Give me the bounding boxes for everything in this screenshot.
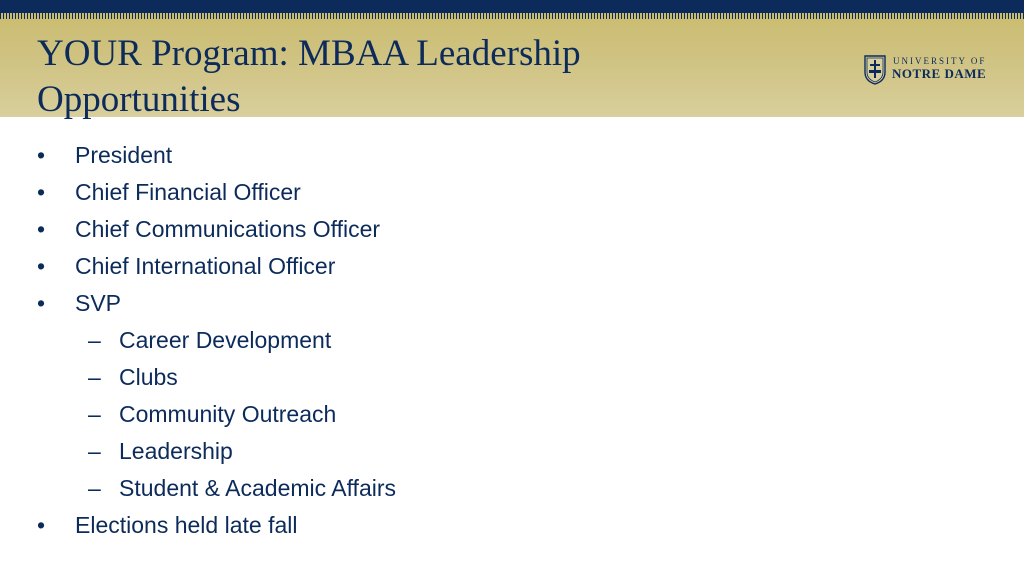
sub-bullet-text: Career Development — [119, 327, 332, 353]
bullet-marker: • — [37, 253, 46, 279]
bullet-item — [37, 141, 172, 169]
sub-bullet-item — [88, 437, 233, 465]
notre-dame-logo — [864, 55, 1004, 91]
sub-bullet-item — [88, 400, 336, 428]
sub-bullet-text: Community Outreach — [119, 401, 337, 427]
bullet-text: Chief International Officer — [75, 253, 336, 279]
bullet-text: President — [75, 142, 173, 168]
logo-text-notre-dame: NOTRE DAME — [892, 66, 987, 81]
bullet-text: Chief Financial Officer — [75, 179, 301, 205]
sub-bullet-item — [88, 326, 331, 354]
sub-bullet-marker: – — [88, 438, 101, 464]
sub-bullet-text: Clubs — [119, 364, 178, 390]
sub-bullet-item — [88, 474, 396, 502]
top-navy-bar — [0, 0, 1024, 13]
sub-bullet-text: Leadership — [119, 438, 233, 464]
bullet-item — [37, 289, 121, 317]
bullet-marker: • — [37, 512, 46, 538]
slide-title: YOUR Program: MBAA Leadership Opportunities — [37, 33, 581, 120]
slide-header — [0, 19, 1024, 120]
sub-bullet-marker: – — [88, 364, 101, 390]
bullet-text: Elections held late fall — [75, 512, 298, 538]
bullet-marker: • — [37, 142, 46, 168]
bullet-marker: • — [37, 216, 46, 242]
sub-bullet-text: Student & Academic Affairs — [119, 475, 397, 501]
bullet-item — [37, 252, 335, 280]
sub-bullet-item — [88, 363, 178, 391]
notre-dame-shield-icon — [864, 55, 886, 85]
logo-text-university-of: UNIVERSITY OF — [893, 56, 987, 66]
bullet-item — [37, 215, 380, 243]
bullet-marker: • — [37, 290, 46, 316]
sub-bullet-marker: – — [88, 475, 101, 501]
bullet-marker: • — [37, 179, 46, 205]
bullet-item — [37, 511, 297, 539]
sub-bullet-marker: – — [88, 401, 101, 427]
bullet-text: SVP — [75, 290, 122, 316]
bullet-text: Chief Communications Officer — [75, 216, 381, 242]
sub-bullet-marker: – — [88, 327, 101, 353]
slide-body — [0, 117, 1024, 576]
bullet-item — [37, 178, 301, 206]
